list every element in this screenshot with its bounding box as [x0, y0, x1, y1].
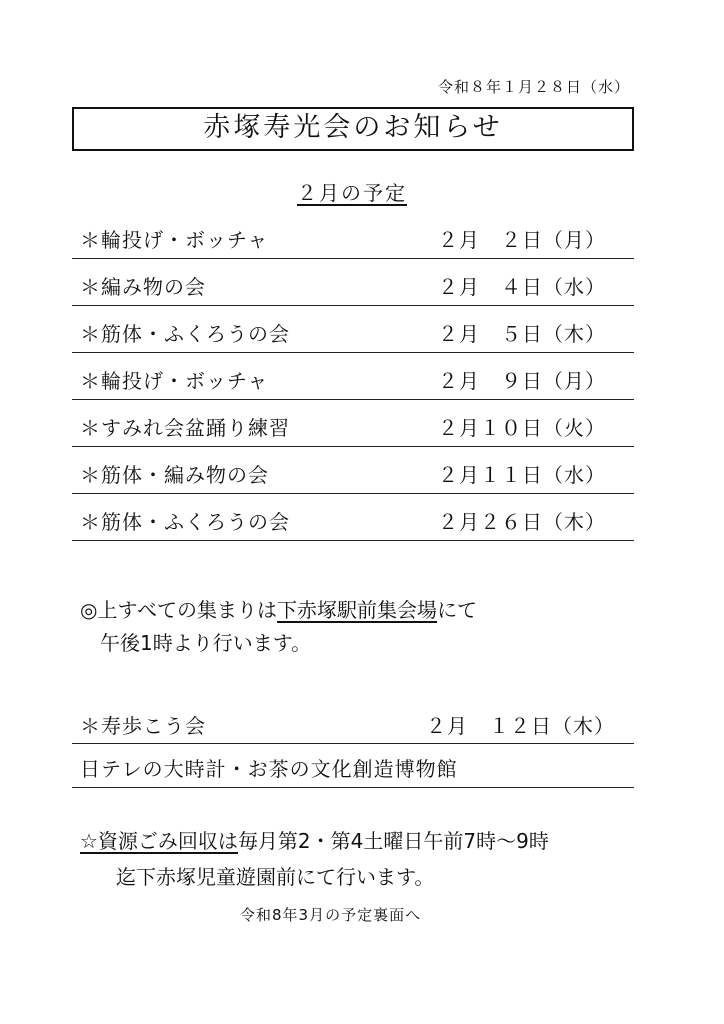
event-name: ＊筋体・ふくろうの会 [80, 510, 290, 534]
notice-date: 令和８年１月２８日（水） [437, 78, 630, 96]
walk-event-row [72, 700, 634, 744]
event-date: ２月 ２日（月） [438, 228, 606, 252]
schedule-list [72, 212, 634, 541]
schedule-row [72, 400, 634, 447]
walk-destination: 日テレの大時計・お茶の文化創造博物館 [80, 757, 458, 781]
walk-destination-row [72, 744, 634, 788]
venue-place: 下赤塚駅前集会場 [277, 598, 438, 622]
event-date: ２月 ４日（水） [438, 275, 606, 299]
venue-note-time: 午後1時より行います。 [100, 631, 312, 655]
event-date: ２月１０日（火） [438, 416, 606, 440]
section-title-text: ２月の予定 [297, 181, 407, 205]
recycling-line1 [80, 823, 549, 859]
schedule-row [72, 353, 634, 400]
venue-note-suffix: にて [437, 598, 478, 622]
recycling-place: 迄下赤塚児童遊園前にて行います。 [116, 865, 435, 889]
recycling-note [80, 823, 549, 895]
event-date: ２月 ５日（木） [438, 322, 606, 346]
event-name: ＊すみれ会盆踊り練習 [80, 416, 290, 440]
section-title [200, 177, 504, 206]
schedule-row [72, 494, 634, 541]
event-date: ２月２６日（木） [438, 510, 606, 534]
venue-note-line1 [80, 594, 477, 627]
walk-event [72, 700, 634, 788]
schedule-row [72, 447, 634, 494]
walk-event-date: ２月 １２日（木） [426, 714, 615, 738]
event-name: ＊筋体・編み物の会 [80, 463, 269, 487]
notice-title: 赤塚寿光会のお知らせ [72, 107, 634, 151]
event-name: ＊輪投げ・ボッチャ [80, 369, 269, 393]
recycling-label: ☆資源ごみ回収は [80, 829, 238, 853]
footer-note: 令和8年3月の予定裏面へ [240, 906, 422, 924]
recycling-schedule: 毎月第2・第4土曜日午前7時～9時 [237, 829, 549, 853]
venue-note [80, 594, 477, 660]
event-name: ＊編み物の会 [80, 275, 206, 299]
event-date: ２月 ９日（月） [438, 369, 606, 393]
venue-note-prefix: ◎上すべての集まりは [80, 598, 278, 622]
walk-event-name: ＊寿歩こう会 [80, 714, 206, 738]
schedule-row [72, 212, 634, 259]
schedule-row [72, 306, 634, 353]
schedule-row [72, 259, 634, 306]
event-name: ＊輪投げ・ボッチャ [80, 228, 269, 252]
event-name: ＊筋体・ふくろうの会 [80, 322, 290, 346]
event-date: ２月１１日（水） [438, 463, 606, 487]
